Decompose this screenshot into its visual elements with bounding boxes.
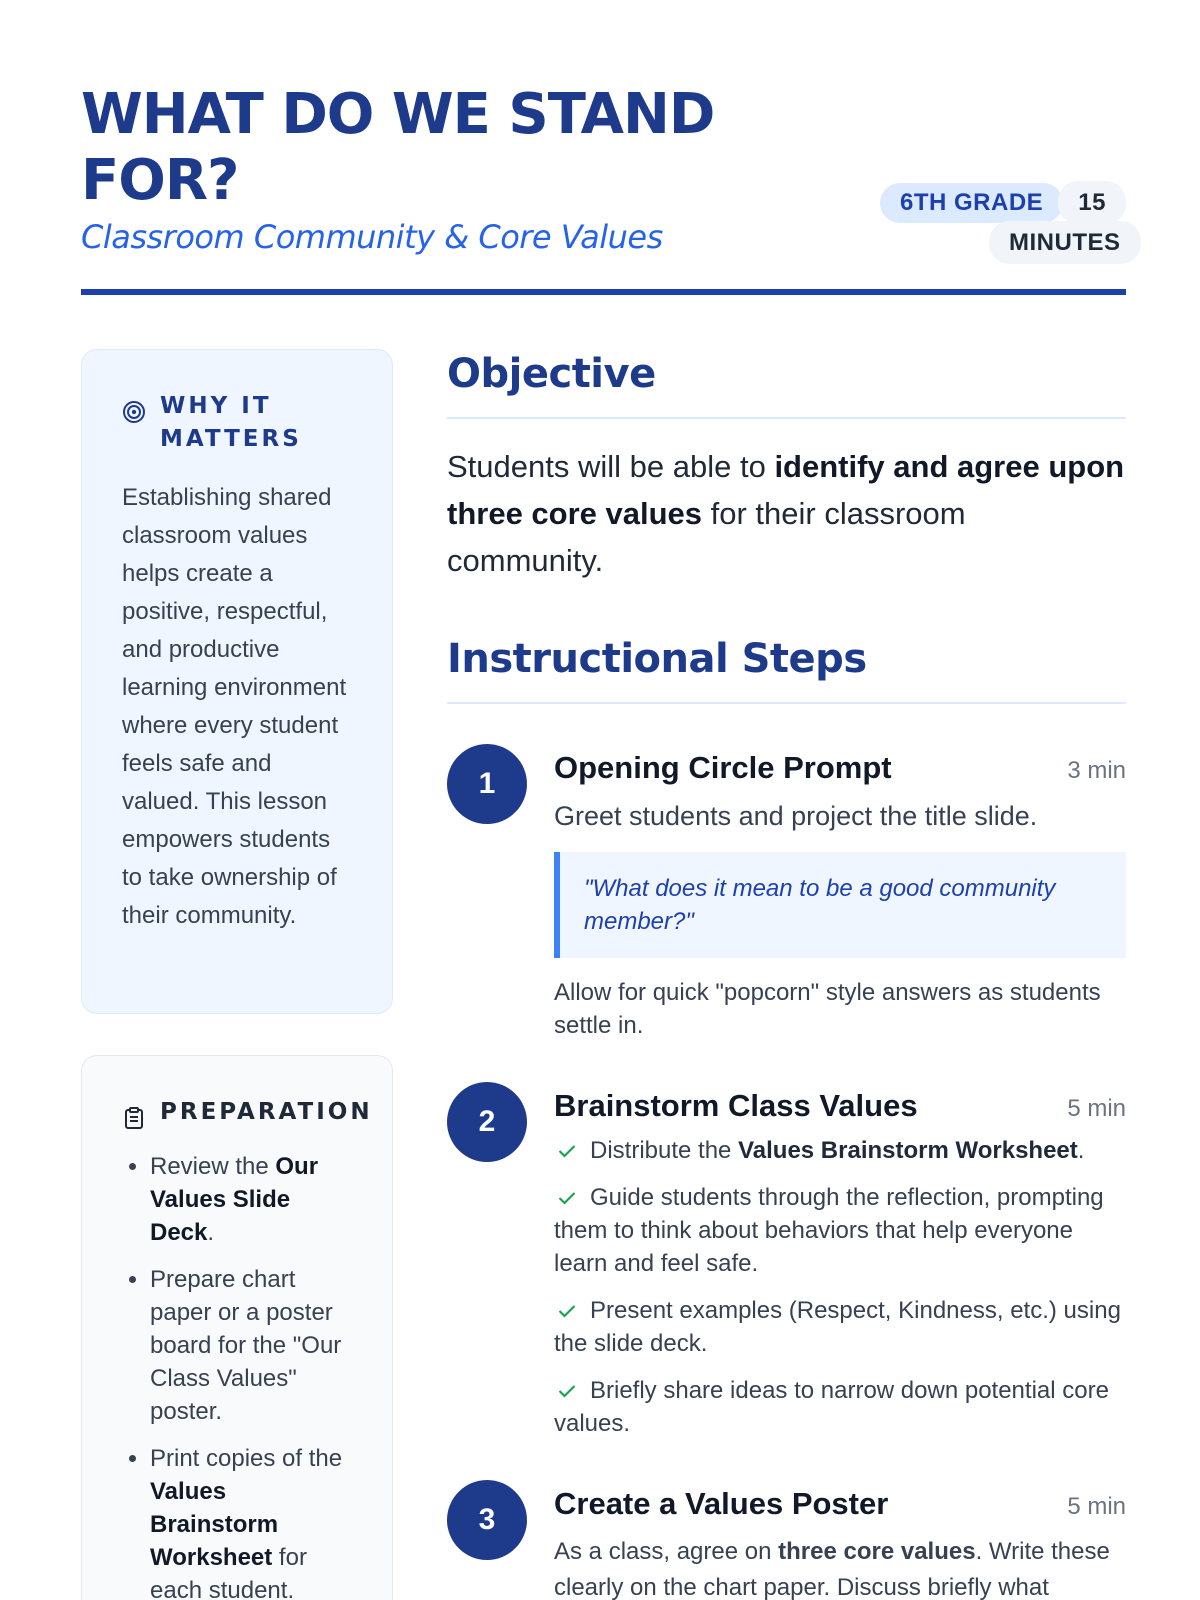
step-description: As a class, agree on three core values. Write these clearly on the chart paper. Discuss briefly what [554, 1538, 1110, 1600]
step-title: Create a Values Poster [554, 1486, 889, 1521]
preparation-list [122, 1150, 352, 1600]
list-item: • Print copies of the Values Brainstorm Worksheet for each student. [150, 1442, 352, 1600]
time-badge-wrap [989, 183, 1126, 263]
why-heading: WHY IT MATTERS [160, 393, 302, 452]
step-number: 3 [447, 1480, 527, 1560]
check-item: Distribute the Values Brainstorm Worksheet. [554, 1134, 1126, 1167]
time-badge: 15 MINUTES [989, 181, 1141, 264]
why-text: Establishing shared classroom values helps create a positive, respectful, and productive learning environment where every student feels safe and valued. This lesson empowers students to take ownership of their community. [122, 484, 347, 929]
step-description: Greet students and project the title slide. [554, 801, 1038, 831]
page-subtitle: Classroom Community & Core Values [81, 218, 663, 256]
check-item: Guide students through the reflection, prompting them to think about behaviors that help everyone learn and feel safe. [554, 1184, 1104, 1277]
step-number: 2 [447, 1082, 527, 1162]
steps-heading: Instructional Steps [447, 634, 1126, 704]
step-number: 1 [447, 744, 527, 824]
step-time: 5 min [1067, 1493, 1126, 1520]
main-content [447, 349, 1126, 1600]
step-checklist [554, 1134, 1126, 1440]
list-item: • Prepare chart paper or a poster board for the "Our Class Values" poster. [150, 1263, 352, 1428]
preparation-heading: PREPARATION [160, 1099, 373, 1125]
check-item: Present examples (Respect, Kindness, etc.) using the slide deck. [554, 1297, 1121, 1357]
check-icon [554, 1301, 580, 1321]
check-icon [554, 1381, 580, 1401]
step-time: 5 min [1067, 1095, 1126, 1122]
step-1 [447, 744, 1126, 1042]
step-title: Brainstorm Class Values [554, 1088, 918, 1123]
header [81, 82, 1126, 298]
step-3 [447, 1480, 1126, 1600]
clipboard-icon [122, 1106, 146, 1130]
check-icon [554, 1188, 580, 1208]
step-title: Opening Circle Prompt [554, 750, 892, 785]
step-2 [447, 1082, 1126, 1440]
step-time: 3 min [1067, 757, 1126, 784]
check-item: Briefly share ideas to narrow down potential core values. [554, 1377, 1109, 1437]
list-item: • Review the Our Values Slide Deck. [150, 1150, 352, 1249]
target-icon [122, 400, 146, 424]
preparation-card [81, 1055, 393, 1600]
page-title: WHAT DO WE STAND FOR? [81, 82, 715, 213]
why-it-matters-card [81, 349, 393, 1014]
step-note: Allow for quick "popcorn" style answers as students settle in. [554, 979, 1101, 1039]
grade-badge: 6TH GRADE [880, 183, 1063, 223]
objective-text: Students will be able to identify and agree upon three core values for their classroom community. [447, 449, 1125, 578]
check-icon [554, 1141, 580, 1161]
prompt-quote: "What does it mean to be a good community member?" [554, 852, 1126, 958]
header-divider [81, 289, 1126, 295]
objective-heading: Objective [447, 349, 1126, 419]
